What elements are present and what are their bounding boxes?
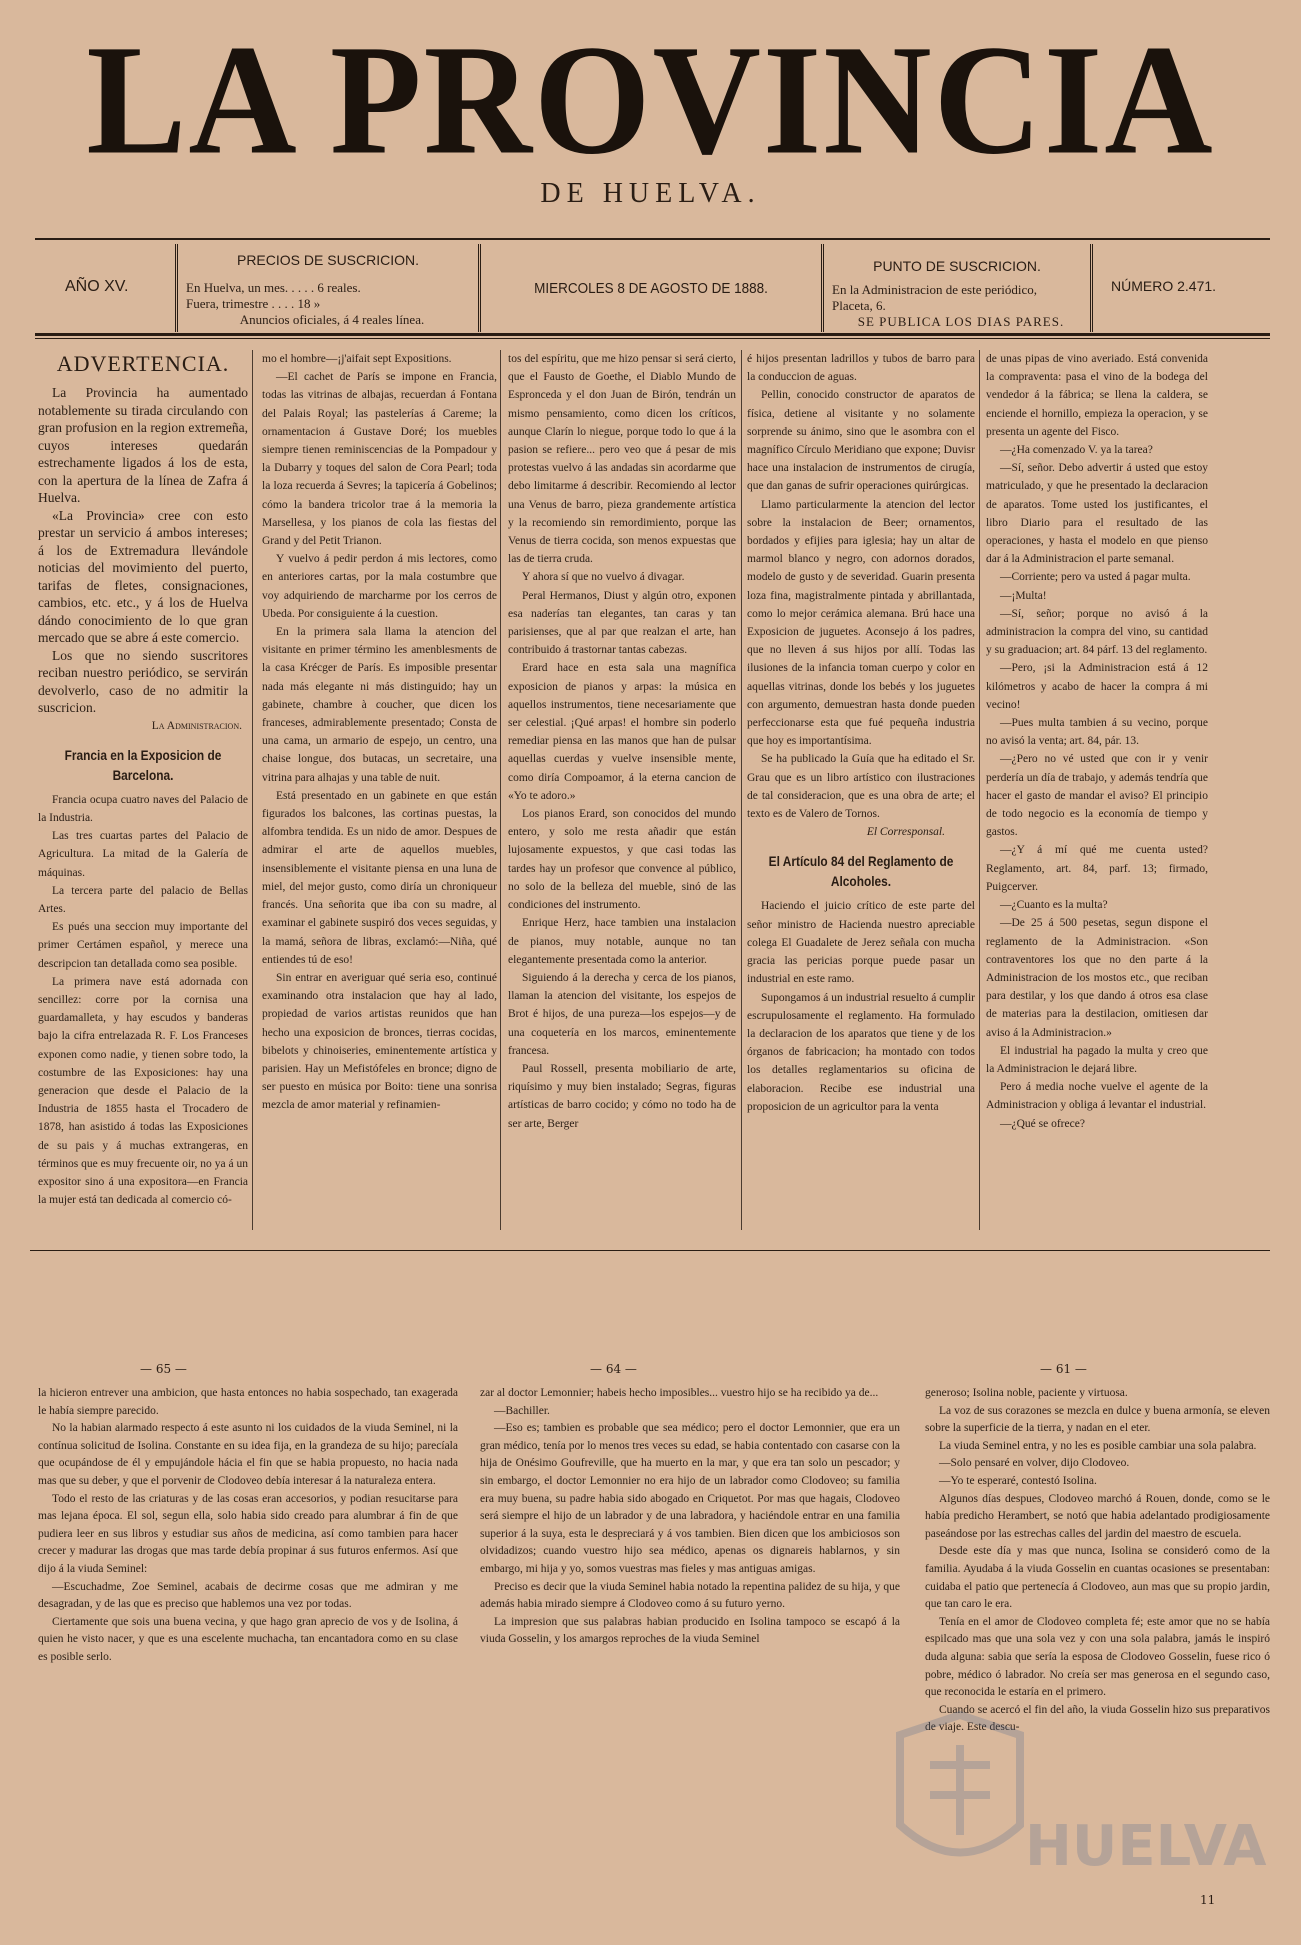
paragraph: Tenía en el amor de Clodoveo completa fé; este amor que no se había espilcado mas que una sola vez y con una sola palabra, jamás le inspiró duda alguna: sabia que sería la esposa de Clodoveo Gosselin, fuese rico ó pobre, médico ó labrador. No creía ser mas generosa en el segundo caso, que reconocida le estaría en el primero.	[925, 1615, 1270, 1699]
folio-number: — 65 —	[140, 1362, 187, 1376]
paragraph: Los que no siendo suscritores reciban nuestro periódico, se servirán devolverlo, caso de no admitir la suscricion.	[38, 647, 248, 715]
column-separator	[500, 350, 501, 1230]
paragraph: Ciertamente que sois una buena vecina, y que hago gran aprecio de vos y de Isolina, á quien he visto nacer, y que es una escelente muchacha, tan encantadora como en su clase es posible serlo.	[38, 1615, 458, 1663]
paragraph: Sin entrar en averiguar qué seria eso, continué examinando otra instalacion que hay al lado, propiedad de varios artistas reunidos que han hecho una exposicion de bronces, tierras cocidas, bibelots y chinoiseries, eminentemente artística y parisien. Hay un Mefistófeles en bronce; digno de ser puesto en música por Boito: tiene una sonrisa mezcla de amor material y refinamien-	[262, 971, 497, 1112]
paragraph: La tercera parte del palacio de Bellas Artes.	[38, 884, 248, 915]
signoff: La Administracion.	[151, 719, 242, 732]
paragraph: Erard hace en esta sala una magnífica exposicion de pianos y arpas: la música en aquellos instrumentos, tiene necesariamente que ser celestial. ¡Qué arpas! el hombre sin poderlo remediar piensa en las manos que han de pulsar aquellas cuerdas y vuelve insensible mente, como diría Compoamor, á la eterna cancion de «Yo te adoro.»	[508, 662, 736, 802]
paragraph: Y ahora sí que no vuelvo á divagar.	[522, 571, 685, 584]
paragraph: —De 25 á 500 pesetas, segun dispone el reglamento de la Administracion. «Son contraventores los que no den parte á la Administracion de los mostos etc., que reciban para destilar, y los que dando á otros esa clase de materias para la destilacion, omitiesen dar aviso á la Administracion.»	[986, 917, 1208, 1039]
paragraph: —¿Cuanto es la multa?	[1000, 899, 1108, 912]
folletin-column-1	[38, 1385, 458, 1945]
paragraph: Algunos días despues, Clodoveo marchó á Rouen, donde, como se le había predicho Herambert, se notó que habia adelantado prodigiosamente paseándose por las estrechas calles del jardin del maestro de escuela.	[925, 1492, 1270, 1540]
folio-number: — 61 —	[1040, 1362, 1087, 1376]
paragraph: La primera nave está adornada con sencillez: corre por la cornisa una guardamalleta, y hay escudos y banderas bajo la cifra entrelazada R. F. Los Franceses exponen como nadie, y tienen sobre todo, la costumbre de las Exposiciones: hay una generacion que desde el Palacio de la Industria de 1855 hasta el Trocadero de 1878, han asistido á todas las Exposiciones de su pais y á muchas extrangeras, en términos que es muy frecuente oir, no ya á un expositor sino á una expositora—en Francia la mujer está tan dedicada al comercio có-	[38, 975, 248, 1207]
paragraph: La impresion que sus palabras habian producido en Isolina tampoco se escapó á la viuda Gosselin, y los amargos reproches de la viuda Seminel	[480, 1615, 900, 1646]
paragraph: No la habian alarmado respecto á este asunto ni los cuidados de la viuda Seminel, ni la contínua solicitud de Isolina. Constante en su idea fija, en la grandeza de su hijo; parecíala que ocupándose de él y empujándole hácia el fin que se habia propuesto, no hacia nada mas que su deber, y que el porvenir de Clodoveo debía interesar á la naturaleza entera.	[38, 1422, 458, 1487]
point-line-1: En la Administracion de este periódico,	[832, 282, 1038, 297]
paragraph: Siguiendo á la derecha y cerca de los pianos, llaman la atencion del visitante, los espejos de Brot é hijos, de una pureza—los espejos—y de una coquetería en los marcos, eminentemente francesa.	[508, 971, 736, 1057]
paragraph: —Escuchadme, Zoe Seminel, acabais de decirme cosas que me admiran y me desagradan, y de las que es preciso que hablemos una vez por todas.	[38, 1580, 458, 1611]
paragraph: generoso; Isolina noble, paciente y virtuosa.	[925, 1387, 1128, 1399]
paragraph: Francia ocupa cuatro naves del Palacio de la Industria.	[38, 793, 248, 824]
section-heading: El Artículo 84 del Reglamento de Alcoholes.	[768, 853, 954, 890]
column-separator	[252, 350, 253, 1230]
paragraph: —¡Multa!	[1000, 589, 1047, 602]
price-line-1: En Huelva, un mes. . . . . 6 reales.	[186, 280, 361, 295]
paragraph: El industrial ha pagado la multa y creo que la Administracion le dejará libre.	[986, 1044, 1208, 1075]
paragraph: Paul Rossell, presenta mobiliario de arte, riquísimo y muy bien instalado; Segras, figuras artísticas de barro cocido; y cómo no todo ha de ser arte, Berger	[508, 1062, 736, 1130]
paragraph: Los pianos Erard, son conocidos del mundo entero, y solo me resta añadir que están lujosamente expuestos, y que casi todas las tardes hay un profesor que convence al público, no solo de la belleza del mueble, sinó de las condiciones del instrumento.	[508, 808, 736, 912]
point-title: PUNTO DE SUSCRICION.	[873, 258, 1041, 274]
column-5	[986, 350, 1208, 1230]
price-line-2: Fuera, trimestre . . . . 18 »	[186, 296, 321, 311]
year-label: AÑO XV.	[65, 278, 129, 295]
section-heading: Francia en la Exposicion de Barcelona.	[64, 746, 222, 783]
point-line-2: Placeta, 6.	[832, 298, 886, 313]
paragraph: Preciso es decir que la viuda Seminel habia notado la repentina palidez de su hija, y que además habia mirado siempre á Clodoveo como á su futuro yerno.	[480, 1580, 900, 1611]
paragraph: La viuda Seminel entra, y no les es posible cambiar una sola palabra.	[939, 1439, 1257, 1452]
prices-box	[175, 244, 481, 332]
paragraph: La voz de sus corazones se mezcla en dulce y buena armonía, se eleven sobre la superficie de la tierra, y nadan en el eter.	[925, 1404, 1270, 1435]
paragraph: Pero á media noche vuelve el agente de la Administracion y obliga á levantar el industrial.	[986, 1081, 1208, 1112]
paragraph: La Provincia ha aumentado notablemente su tirada circulando con gran profusion en la region extremeña, cuyos intereses quedarán estrechamente ligados á los de esta, con la apertura de la línea de Zafra á Huelva.	[38, 385, 248, 505]
watermark-text: HUELVA	[1025, 1814, 1267, 1879]
paragraph: Cuando se acercó el fin del año, la viuda Gosselin hizo sus preparativos de viaje. Este descu-	[925, 1703, 1270, 1734]
masthead-title: LA PROVINCIA	[86, 12, 1215, 188]
paragraph: Está presentado en un gabinete en que están figurados los balcones, las cortinas puestas, la alfombra tendida. Es un nido de amor. Despues de admirar el arte de aquellos muebles, insensiblemente el visitante piensa en una luna de miel, del mejor gusto, como diría un chroniqueur francés. Una señorita que iba con su madre, al examinar el gabinete suspiró dos veces seguidas, y la mamá, señora de libras, exclamó:—Niña, qué entiendes tú de eso!	[262, 789, 497, 966]
footer-signature-number: 11	[1200, 1893, 1216, 1907]
header-bottom-rule	[35, 333, 1270, 336]
column-separator	[741, 350, 742, 1230]
paragraph: —Eso es; tambien es probable que sea médico; pero el doctor Lemonnier, que era un gran médico, tenía por lo menos tres veces su edad, se habia contentado con casarse con la hija de Onésimo Goufreville, que ha muerto en la mar, y que era tan solo un pescador; y sin embargo, el doctor Lemonnier no era hijo de un labrador como Clodoveo; su familia era muy buena, su padre habia sido abogado en Criquetot. Por mas que hagais, Clodoveo será siempre el hijo de un labrador y de una labradora, y haciéndole entrar en una familia superior á la suya, esta le despreciará y á vos tambien. Bien dicen que los ambiciosos son olvidadizos; cuando vuestro hijo sea médico, apenas os dignareis hablarnos, y sin embargo, mi hija y yo, somos vuestras mas fieles y mas antiguas amigas.	[480, 1422, 900, 1575]
paragraph: Llamo particularmente la atencion del lector sobre la instalacion de Beer; ornamentos, bordados y efijies para iglesia; hay un altar de marmol blanco y negro, con adornos dorados, modelo de gusto y de severidad. Guarin presenta loza fina, magistralmente pintada y abrillantada, como lo mejor cerámica alemana. Brú hace una Exposicion de juguetes. Aconsejo á los padres, que no lleven á sus hijos por allí. Todas las ilusiones de la infancia toman cuerpo y color en aquellas vitrinas, donde los bebés y los juguetes con argumento, demuestran hasta donde pueden perfeccionarse esta que fué pequeña industria que hoy es importantísima.	[747, 498, 975, 748]
paragraph: —El cachet de París se impone en Francia, todas las vitrinas de albajas, recuerdan á Fontana del Palais Royal; las pastelerías á Careme; la ornamentacion á Gustave Doré; los muebles siempre tienen reminiscencias de la Pompadour y la Dubarry y toques del salon de Cora Pearl; toda la loza recuerda á Sevres; la tapicería á Gobelinos; cómo la bandera tricolor trae á la memoria la Marsellesa, y los pianos de cola las fiestas del Grand y del Petit Trianon.	[262, 371, 497, 548]
paragraph: —¿Y á mí qué me cuenta usted? Reglamento, art. 84, parf. 13; firmado, Puigcerver.	[986, 844, 1208, 893]
price-line-3: Anuncios oficiales, á 4 reales línea.	[239, 312, 425, 327]
folletin-column-3	[925, 1385, 1270, 1900]
paragraph: —¿Ha comenzado V. ya la tarea?	[1000, 444, 1153, 457]
paragraph: Supongamos á un industrial resuelto á cumplir escrupulosamente el reglamento. Ha formulado la declaracion de los aparatos que tiene y de los órganos de fabricacion; ha montado con todos los detalles reglamentarios su oficina de elaboracion. Recibe ese industrial una proposicion de un agricultor para la venta	[747, 991, 975, 1113]
paragraph: En la primera sala llama la atencion del visitante en primer término les amenblesments de la casa Krécger de París. Es imposible presentar nada más elegante ni más distinguido; hay un gabinete, chambre à coucher, que dicen los franceses, admirablemente presentado; Consta de una cama, un armario de espejo, un centro, una chaise longue, dos butacas, un secretaire, una vitrina para alhajas y una table de nuit.	[262, 626, 497, 784]
paragraph: Pellin, conocido constructor de aparatos de física, detiene al visitante y no solamente sorprende su ánimo, sino que le asombra con el magnífico Círculo Meridiano que expone; Duvisr hace una instalacion de instrumentos de cirugía, que dan ganas de sufrir operaciones quirúrgicas.	[747, 389, 975, 493]
paragraph: —¿Qué se ofrece?	[1000, 1117, 1085, 1130]
point-line-3: SE PUBLICA LOS DIAS PARES.	[857, 314, 1065, 329]
paragraph: —Solo pensaré en volver, dijo Clodoveo.	[939, 1457, 1130, 1470]
column-4	[747, 350, 975, 1230]
year-box	[35, 244, 175, 332]
paragraph: zar al doctor Lemonnier; habeis hecho imposibles... vuestro hijo se ha recibido ya de...	[480, 1387, 879, 1399]
paragraph: —Sí, señor. Debo advertir á usted que estoy matriculado, y que he presentado la declaracion de aparatos. Tome usted los justificantes, el libro Diario para el resultado de las operaciones, y hasta el modelo en que pienso dar á la Administracion el parte semanal.	[986, 462, 1208, 566]
paragraph: —Bachiller.	[494, 1404, 550, 1417]
paragraph: —¿Pero no vé usted que con ir y venir perdería un día de trabajo, y además tendría que hacer el gasto de mandar el aviso? El principio de todo negocio es la economía de tiempo y gastos.	[986, 753, 1208, 839]
column-1	[38, 350, 248, 1230]
header-bottom-rule-thin	[35, 338, 1270, 339]
paragraph: Todo el resto de las criaturas y de las cosas eran accesorios, y podian resucitarse para mas lejana época. El sol, segun ella, solo habia sido creado para alumbrar á fin de que pudiera leer en sus libros y estudiar sus años de medicina, así como tambien para hacer crecer y madurar las drogas que mas tarde debía propinar á sus futuros enfermos. Así que dijo á la viuda Seminel:	[38, 1492, 458, 1575]
issue-box	[1093, 244, 1270, 332]
column-2	[262, 350, 497, 1230]
paragraph: Es pués una seccion muy importante del primer Certámen español, y merece una descripcion tan detallada como sea posible.	[38, 921, 248, 970]
paragraph: é hijos presentan ladrillos y tubos de barro para la conduccion de aguas.	[747, 353, 975, 384]
signoff: El Corresponsal.	[866, 826, 945, 839]
paragraph: la hicieron entrever una ambicion, que hasta entonces no habia sospechado, tan exagerada le había siempre parecido.	[38, 1387, 458, 1417]
prices-title: PRECIOS DE SUSCRICION.	[236, 252, 420, 268]
paragraph: —Sí, señor; porque no avisó á la administracion la compra del vino, su cantidad y su graduacion; art. 84 párf. 13 del reglamento.	[986, 607, 1208, 657]
column-separator	[979, 350, 980, 1230]
top-rule	[35, 238, 1270, 240]
masthead-subtitle: DE HUELVA.	[540, 178, 761, 209]
advertencia-heading: ADVERTENCIA.	[56, 351, 230, 376]
issue-number: NÚMERO 2.471.	[1111, 278, 1217, 294]
paragraph: «La Provincia» cree con esto prestar un servicio á ambos intereses; á los de Extremadura llevándole noticias del movimiento del puerto, tarifas de fletes, consignaciones, cambios, etc. etc., y á los de Huelva dándo conocimiento de lo que gran mercado que se abre á este comercio.	[38, 507, 248, 645]
folletin-rule	[30, 1250, 1270, 1251]
paragraph: —Corriente; pero va usted á pagar multa.	[1000, 571, 1191, 584]
paragraph: Peral Hermanos, Diust y algún otro, exponen esa naderías tan elegantes, tan caras y tan parisienses, que al par que realzan el arte, han contribuido á trastornar tantas cabezas.	[508, 589, 736, 657]
paragraph: Se ha publicado la Guía que ha editado el Sr. Grau que es un libro artístico con ilustraciones de tal consideracion, que es una obra de arte; el texto es de Valero de Tornos.	[747, 753, 975, 821]
date-box	[481, 244, 821, 332]
paragraph: tos del espíritu, que me hizo pensar si será cierto, que el Fausto de Goethe, el Diablo Mundo de Espronceda y el don Juan de Birón, tendrán un mismo pensamiento, como dicen los críticos, aunque Clarín lo niegue, porque todo lo que á la pasion se refiere... pero veo que á pesar de mis protestas vuelvo á las andadas sin acordarme que debo limitarme á describir. Recomiendo al lector una Venus de barro, pieza grandemente artística y la recomiendo sin remordimiento, porque las Venus de tierra cocida, son menos expuestas que las de tierra cruda.	[508, 353, 736, 566]
paragraph: —Yo te esperaré, contestó Isolina.	[939, 1474, 1097, 1487]
paragraph: Las tres cuartas partes del Palacio de Agricultura. La mitad de la Galería de máquinas.	[38, 830, 248, 879]
paragraph: —Pero, ¡si la Administracion está á 12 kilómetros y acabo de hacer la compra á mi vecino!	[986, 662, 1208, 711]
paragraph: Haciendo el juicio crítico de este parte del señor ministro de Hacienda nuestro apreciable colega El Guadalete de Jerez señala con mucha gracia las pericias porque puede pasar un industrial en este ramo.	[747, 900, 975, 986]
paragraph: mo el hombre—¡j'aifait sept Expositions.	[262, 353, 452, 365]
folletin-column-2	[480, 1385, 900, 1945]
paragraph: Y vuelvo á pedir perdon á mis lectores, como en anteriores cartas, por la mala costumbre que voy adquiriendo de marcharme por los cerros de Ubeda. Por consiguiente á la cuestion.	[262, 553, 497, 620]
issue-date: MIERCOLES 8 DE AGOSTO DE 1888.	[534, 280, 768, 297]
paragraph: Enrique Herz, hace tambien una instalacion de pianos, muy notable, aunque no tan elegantemente presentada como la anterior.	[508, 917, 736, 966]
paragraph: Desde este día y mas que nunca, Isolina se consideró como de la familia. Ayudaba á la viuda Gosselin en cuantas ocasiones se presentaban: cuidaba el patio que pertenecía á Clodoveo, aun mas que su propio jardin, que tan caro le era.	[925, 1545, 1270, 1611]
subscription-box	[821, 244, 1093, 332]
info-bar	[35, 244, 1270, 332]
folio-number: — 64 —	[590, 1362, 637, 1376]
paragraph: —Pues multa tambien á su vecino, porque no avisó la venta; art. 84, pár. 13.	[986, 717, 1208, 748]
paragraph: de unas pipas de vino averiado. Está convenida la compraventa: pasa el vino de la bodega del vendedor á la fábrica; se llena la caldera, se enciende el hornillo, empieza la operacion, y se presenta un agente del Fisco.	[986, 353, 1208, 438]
column-3	[508, 350, 736, 1230]
